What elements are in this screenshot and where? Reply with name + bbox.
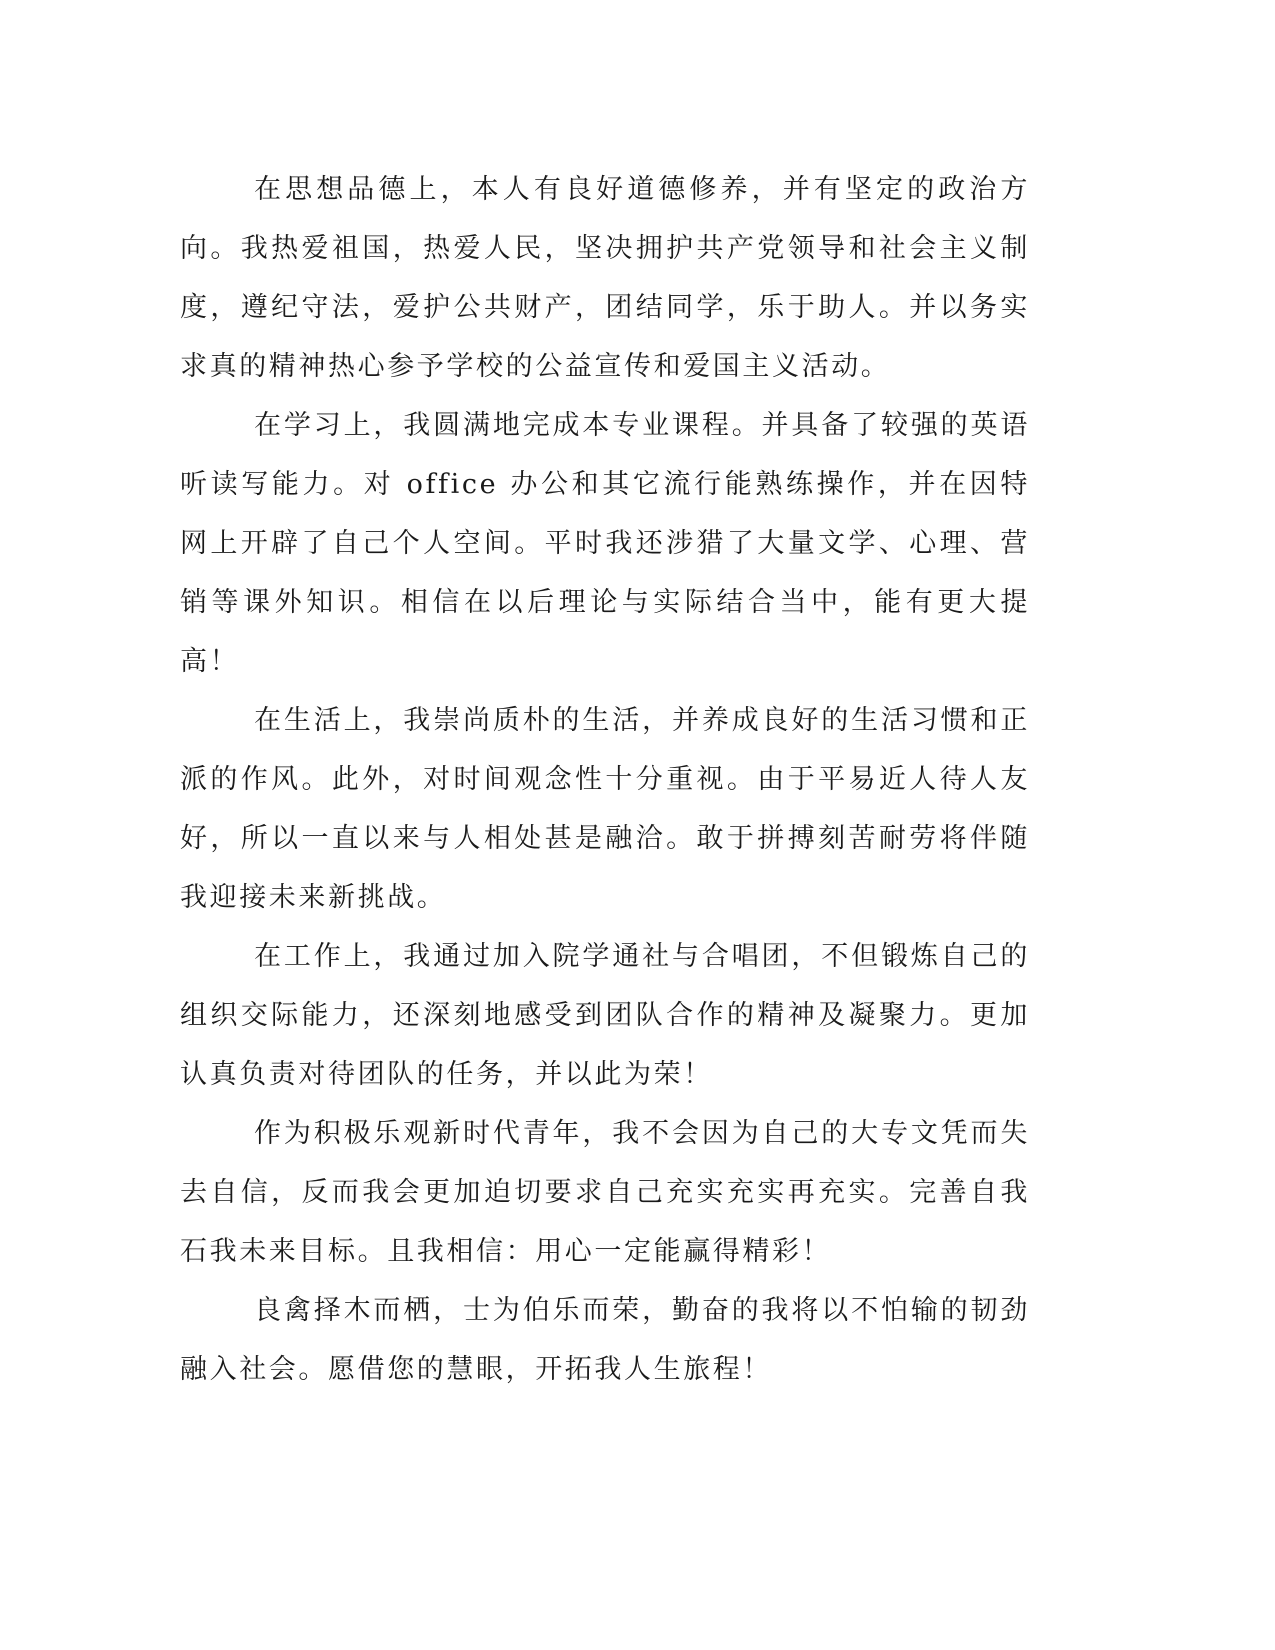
paragraph-life: 在生活上，我崇尚质朴的生活，并养成良好的生活习惯和正派的作风。此外，对时间观念性十分重视。由于平易近人待人友好，所以一直以来与人相处甚是融洽。敢于拼搏刻苦耐劳将伴随我迎接未来新挑战。 [180, 705, 1030, 913]
paragraph-moral: 在思想品德上，本人有良好道德修养，并有坚定的政治方向。我热爱祖国，热爱人民，坚决拥护共产党领导和社会主义制度，遵纪守法，爱护公共财产，团结同学，乐于助人。并以务实求真的精神热心参予学校的公益宣传和爱国主义活动。 [180, 174, 1030, 382]
document-body [180, 160, 1030, 1399]
paragraph-work: 在工作上，我通过加入院学通社与合唱团，不但锻炼自己的组织交际能力，还深刻地感受到团队合作的精神及凝聚力。更加认真负责对待团队的任务，并以此为荣！ [180, 941, 1030, 1090]
paragraph-closing: 良禽择木而栖，士为伯乐而荣，勤奋的我将以不怕输的韧劲融入社会。愿借您的慧眼，开拓我人生旅程！ [180, 1295, 1030, 1385]
paragraph-attitude: 作为积极乐观新时代青年，我不会因为自己的大专文凭而失去自信，反而我会更加迫切要求自己充实充实再充实。完善自我石我未来目标。且我相信：用心一定能赢得精彩！ [180, 1118, 1030, 1267]
paragraph-study: 在学习上，我圆满地完成本专业课程。并具备了较强的英语听读写能力。对 office 办公和其它流行能熟练操作，并在因特网上开辟了自己个人空间。平时我还涉猎了大量文学、心理、营销等课外知识。相信在以后理论与实际结合当中，能有更大提高！ [180, 410, 1030, 677]
